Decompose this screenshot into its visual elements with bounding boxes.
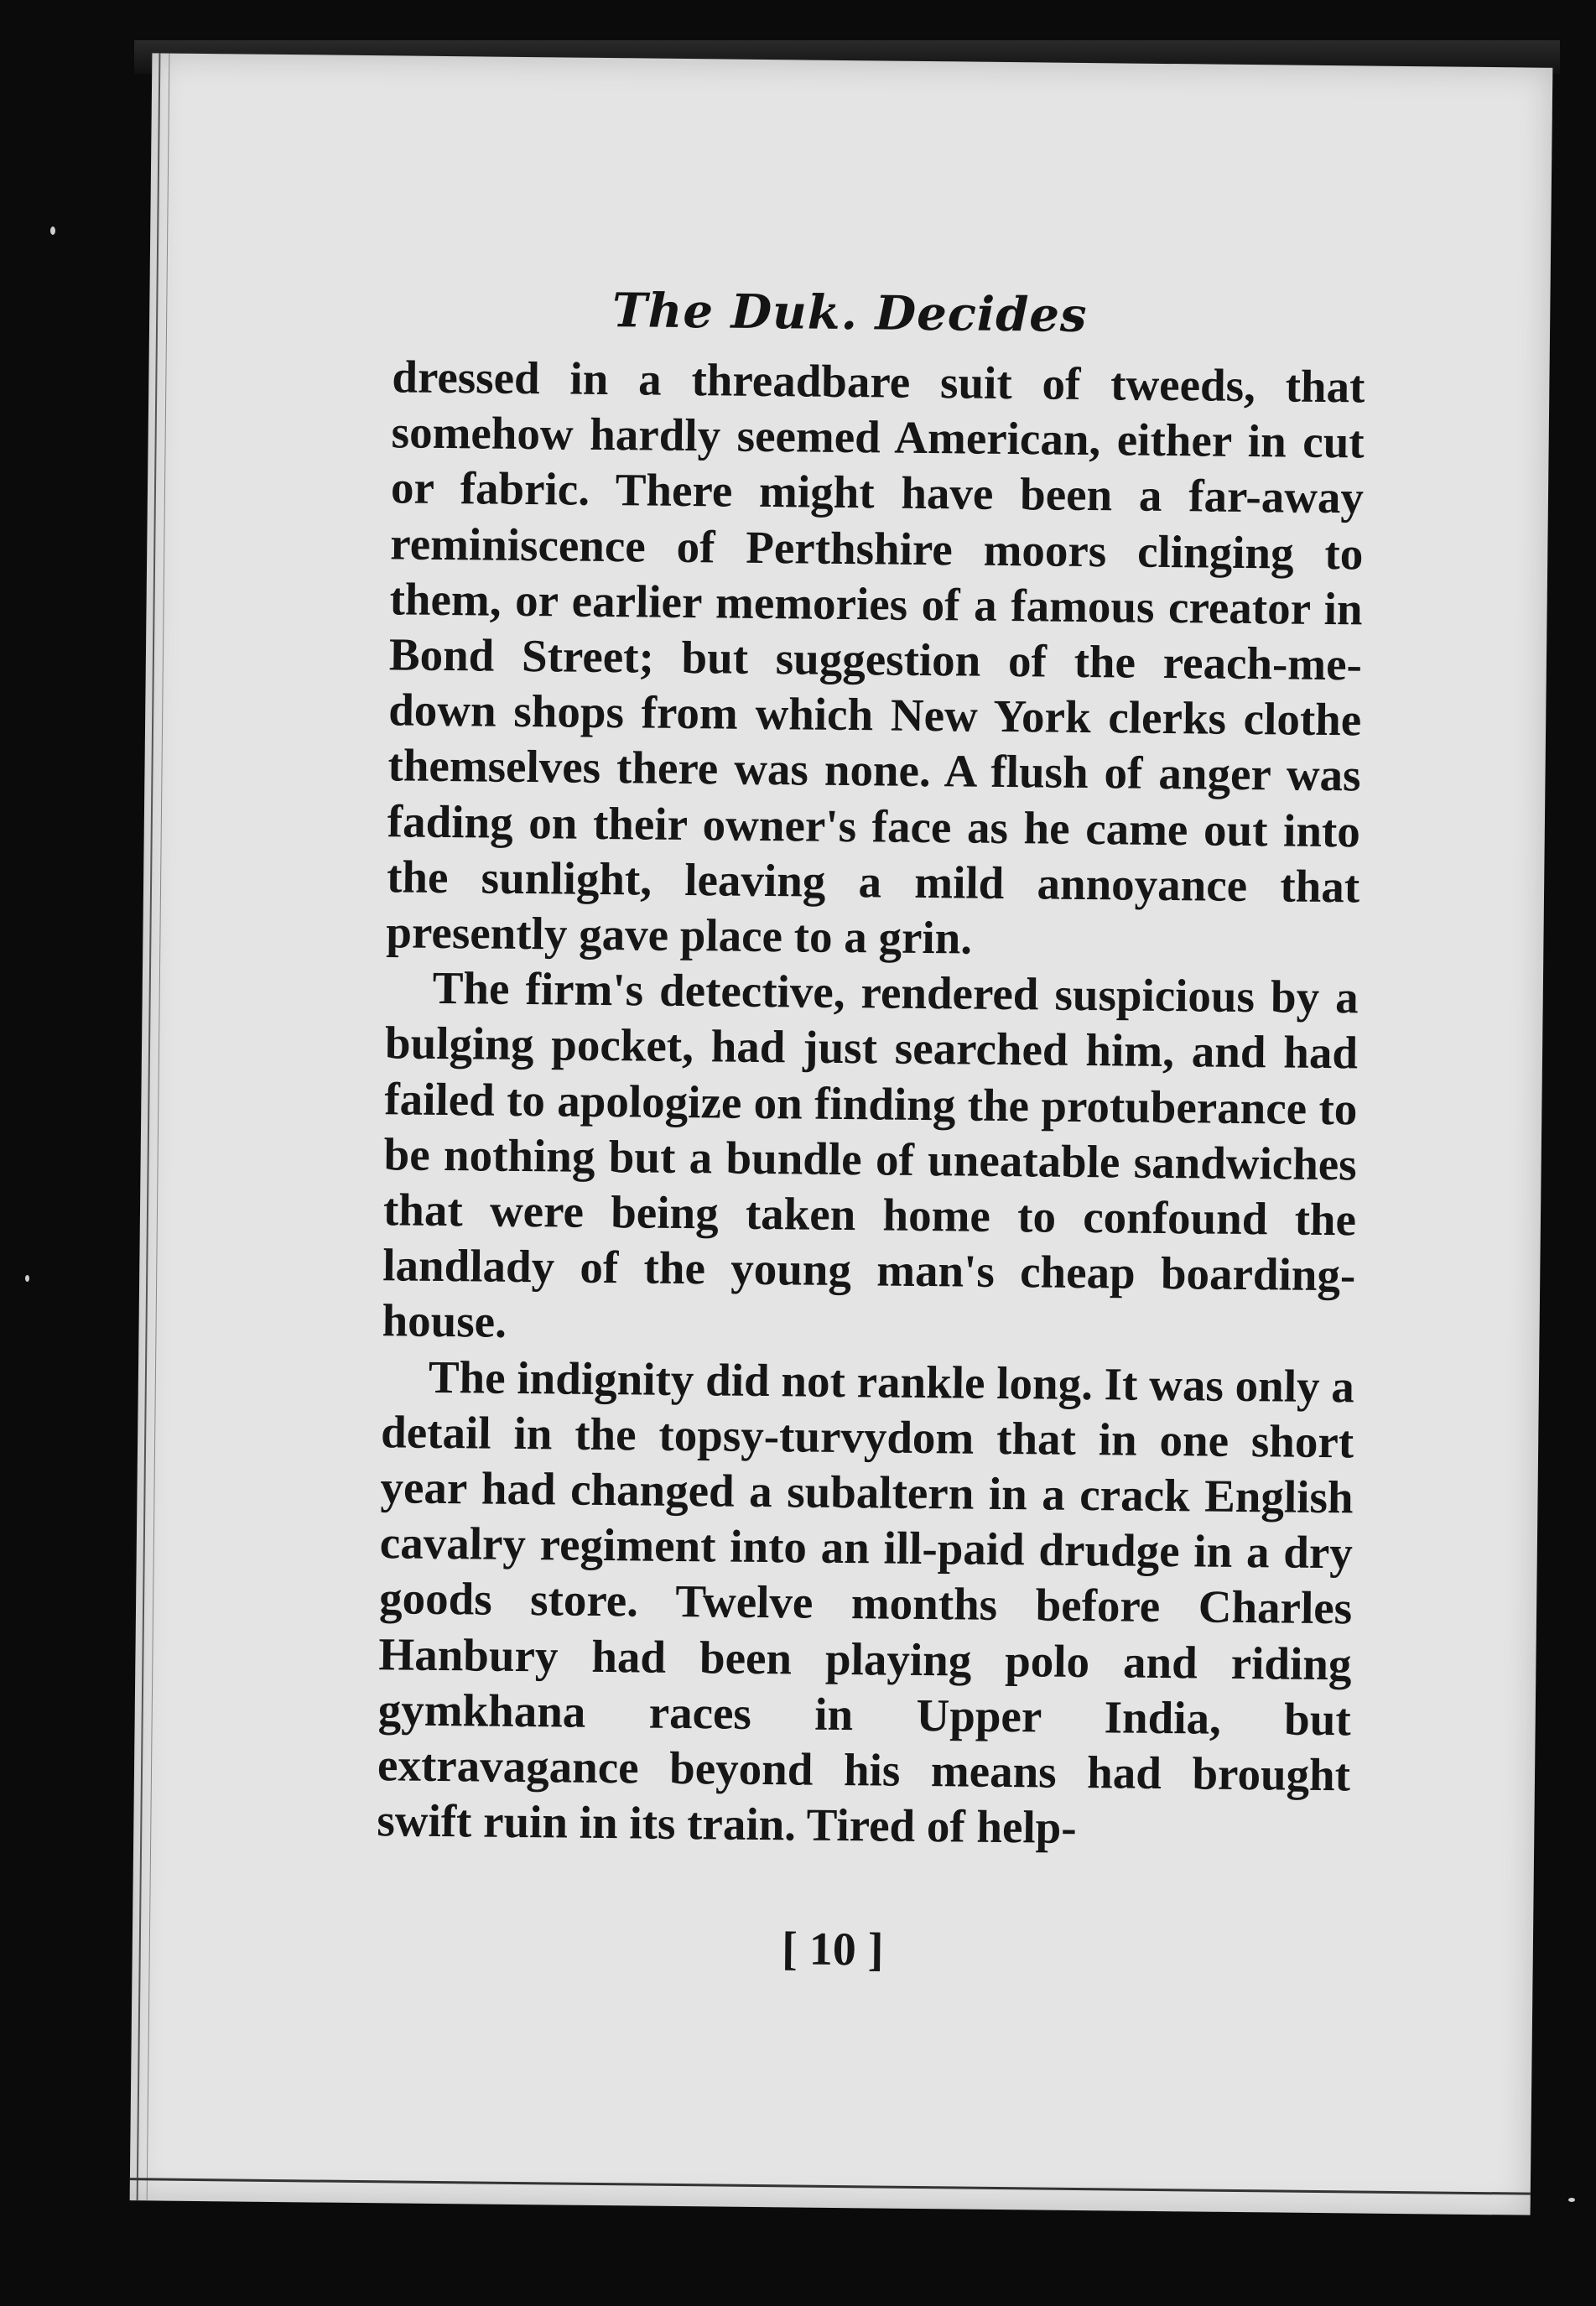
running-head: The Duk. Decides xyxy=(611,283,1088,344)
paragraph-1: dressed in a threadbare suit of tweeds, that somehow hardly seemed American, either in cut or fabric. There might have been a far-away reminiscence of Perthshire moors clinging to them, or earlier memories of a famous creator in Bond Street; but suggestion of the reach-me-down shops from which New York clerks clothe themselves there was none. A flush of anger was fading on their owner's face as he came out into the sunlight, leaving a mild annoyance that presently gave place to a grin. xyxy=(386,351,1365,964)
paragraph-3: The indignity did not rankle long. It was only a detail in the topsy-turvydom that in one short year had changed a subaltern in a crack English cavalry regiment into an ill-paid drudge in a dry goods store. Twelve months before Charles Hanbury had been playing polo and riding gymkhana races in Upper India, but extravagance beyond his means had brought swift ruin in its train. Tired of help- xyxy=(377,1351,1355,1854)
dust-speck xyxy=(50,226,55,235)
dust-speck xyxy=(1568,2198,1575,2202)
page-bottom-edge xyxy=(130,2178,1531,2194)
paragraph-2: The firm's detective, rendered suspicious by a bulging pocket, had just searched him, and had failed to apologize on finding the protuberance to be nothing but a bundle of uneatable sandwiches that were being taken home to confound the landlady of the young man's cheap boarding-house. xyxy=(382,962,1359,1348)
book-page xyxy=(130,53,1553,2215)
page-number: [ 10 ] xyxy=(781,1923,884,1976)
dust-speck xyxy=(25,1275,29,1282)
body-text xyxy=(377,349,1365,1859)
page-gutter-border xyxy=(137,53,170,2200)
